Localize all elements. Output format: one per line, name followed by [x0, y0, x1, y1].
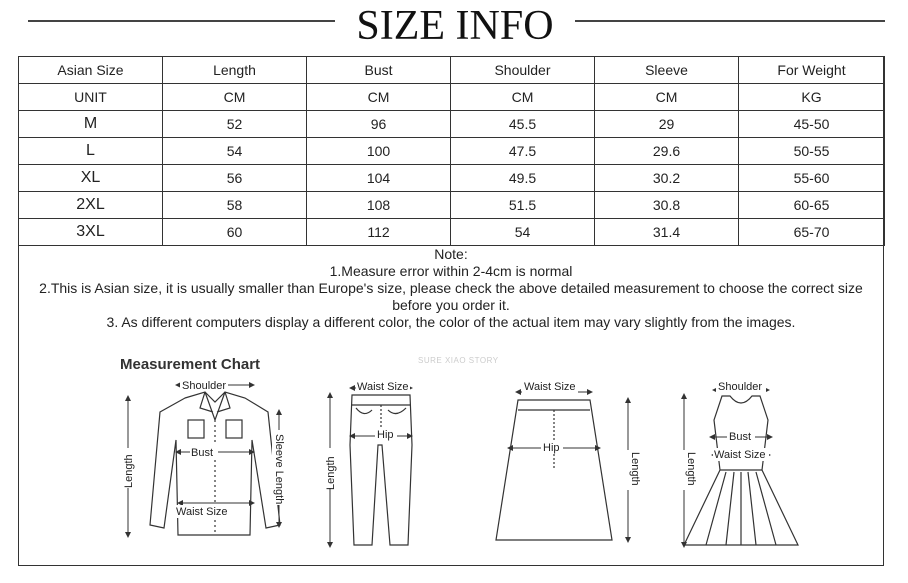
- shirt-waist-label: Waist Size: [176, 506, 228, 518]
- unit-cell: KG: [739, 84, 885, 111]
- unit-cell: CM: [163, 84, 307, 111]
- table-cell: 56: [163, 165, 307, 192]
- size-cell: L: [19, 138, 163, 165]
- shirt-shoulder-label: Shoulder: [182, 380, 227, 392]
- header-cell: Bust: [307, 57, 451, 84]
- size-cell: M: [19, 111, 163, 138]
- pants-waist-label: Waist Size: [357, 381, 409, 393]
- table-cell: 52: [163, 111, 307, 138]
- dress-waist-label: Waist Size: [714, 449, 766, 461]
- table-cell: 49.5: [451, 165, 595, 192]
- note-line-2-cont: before you order it.: [392, 297, 510, 313]
- size-cell: XL: [19, 165, 163, 192]
- unit-cell: CM: [595, 84, 739, 111]
- table-cell: 100: [307, 138, 451, 165]
- note-line-1: 1.Measure error within 2-4cm is normal: [329, 263, 573, 279]
- size-cell: 2XL: [19, 192, 163, 219]
- table-cell: 31.4: [595, 219, 739, 246]
- table-cell: 29.6: [595, 138, 739, 165]
- skirt-diagram: [496, 400, 612, 540]
- skirt-outline: [496, 400, 612, 540]
- table-cell: 55-60: [739, 165, 885, 192]
- table-cell: 54: [451, 219, 595, 246]
- unit-cell: UNIT: [19, 84, 163, 111]
- page-title: SIZE INFO: [356, 3, 554, 49]
- shirt-sleeve-label: Sleeve Length: [273, 434, 285, 505]
- table-cell: 58: [163, 192, 307, 219]
- notes-heading: Note:: [434, 246, 468, 262]
- shirt-pocket-right: [226, 420, 242, 438]
- dress-length-label: Length: [685, 452, 697, 486]
- table-cell: 65-70: [739, 219, 885, 246]
- skirt-length-label: Length: [629, 452, 641, 486]
- table-cell: 29: [595, 111, 739, 138]
- table-cell: 104: [307, 165, 451, 192]
- note-line-2: 2.This is Asian size, it is usually smaller than Europe's size, please check the above detailed measurement to choose the correct size: [39, 280, 863, 296]
- table-cell: 108: [307, 192, 451, 219]
- unit-cell: CM: [451, 84, 595, 111]
- header-cell: Asian Size: [19, 57, 163, 84]
- table-cell: 60-65: [739, 192, 885, 219]
- shirt-length-label: Length: [123, 454, 135, 488]
- pants-diagram: [350, 395, 412, 545]
- unit-cell: CM: [307, 84, 451, 111]
- table-cell: 96: [307, 111, 451, 138]
- shirt-collar: [200, 392, 230, 420]
- table-cell: 45-50: [739, 111, 885, 138]
- table-cell: 45.5: [451, 111, 595, 138]
- note-line-3: 3. As different computers display a different color, the color of the actual item may vary slightly from the images.: [106, 314, 796, 330]
- skirt-waist-label: Waist Size: [524, 381, 576, 393]
- measurement-chart-title: Measurement Chart: [120, 356, 261, 373]
- header-cell: Length: [163, 57, 307, 84]
- table-cell: 60: [163, 219, 307, 246]
- dress-shoulder-label: Shoulder: [718, 381, 763, 393]
- skirt-hip-label: Hip: [543, 442, 560, 454]
- watermark: SURE XIAO STORY: [418, 356, 499, 365]
- size-cell: 3XL: [19, 219, 163, 246]
- table-cell: 47.5: [451, 138, 595, 165]
- table-cell: 30.8: [595, 192, 739, 219]
- pants-hip-label: Hip: [377, 429, 394, 441]
- dress-bust-label: Bust: [729, 431, 752, 443]
- shirt-bust-label: Bust: [191, 447, 214, 459]
- dress-pleats: [706, 472, 776, 545]
- table-cell: 112: [307, 219, 451, 246]
- pants-length-label: Length: [325, 456, 337, 490]
- header-cell: For Weight: [739, 57, 885, 84]
- header-cell: Shoulder: [451, 57, 595, 84]
- skirt-measure-lines: [510, 392, 628, 540]
- shirt-pocket: [188, 420, 204, 438]
- header-cell: Sleeve: [595, 57, 739, 84]
- table-cell: 54: [163, 138, 307, 165]
- table-cell: 51.5: [451, 192, 595, 219]
- table-cell: 30.2: [595, 165, 739, 192]
- dress-diagram: [684, 396, 798, 545]
- table-cell: 50-55: [739, 138, 885, 165]
